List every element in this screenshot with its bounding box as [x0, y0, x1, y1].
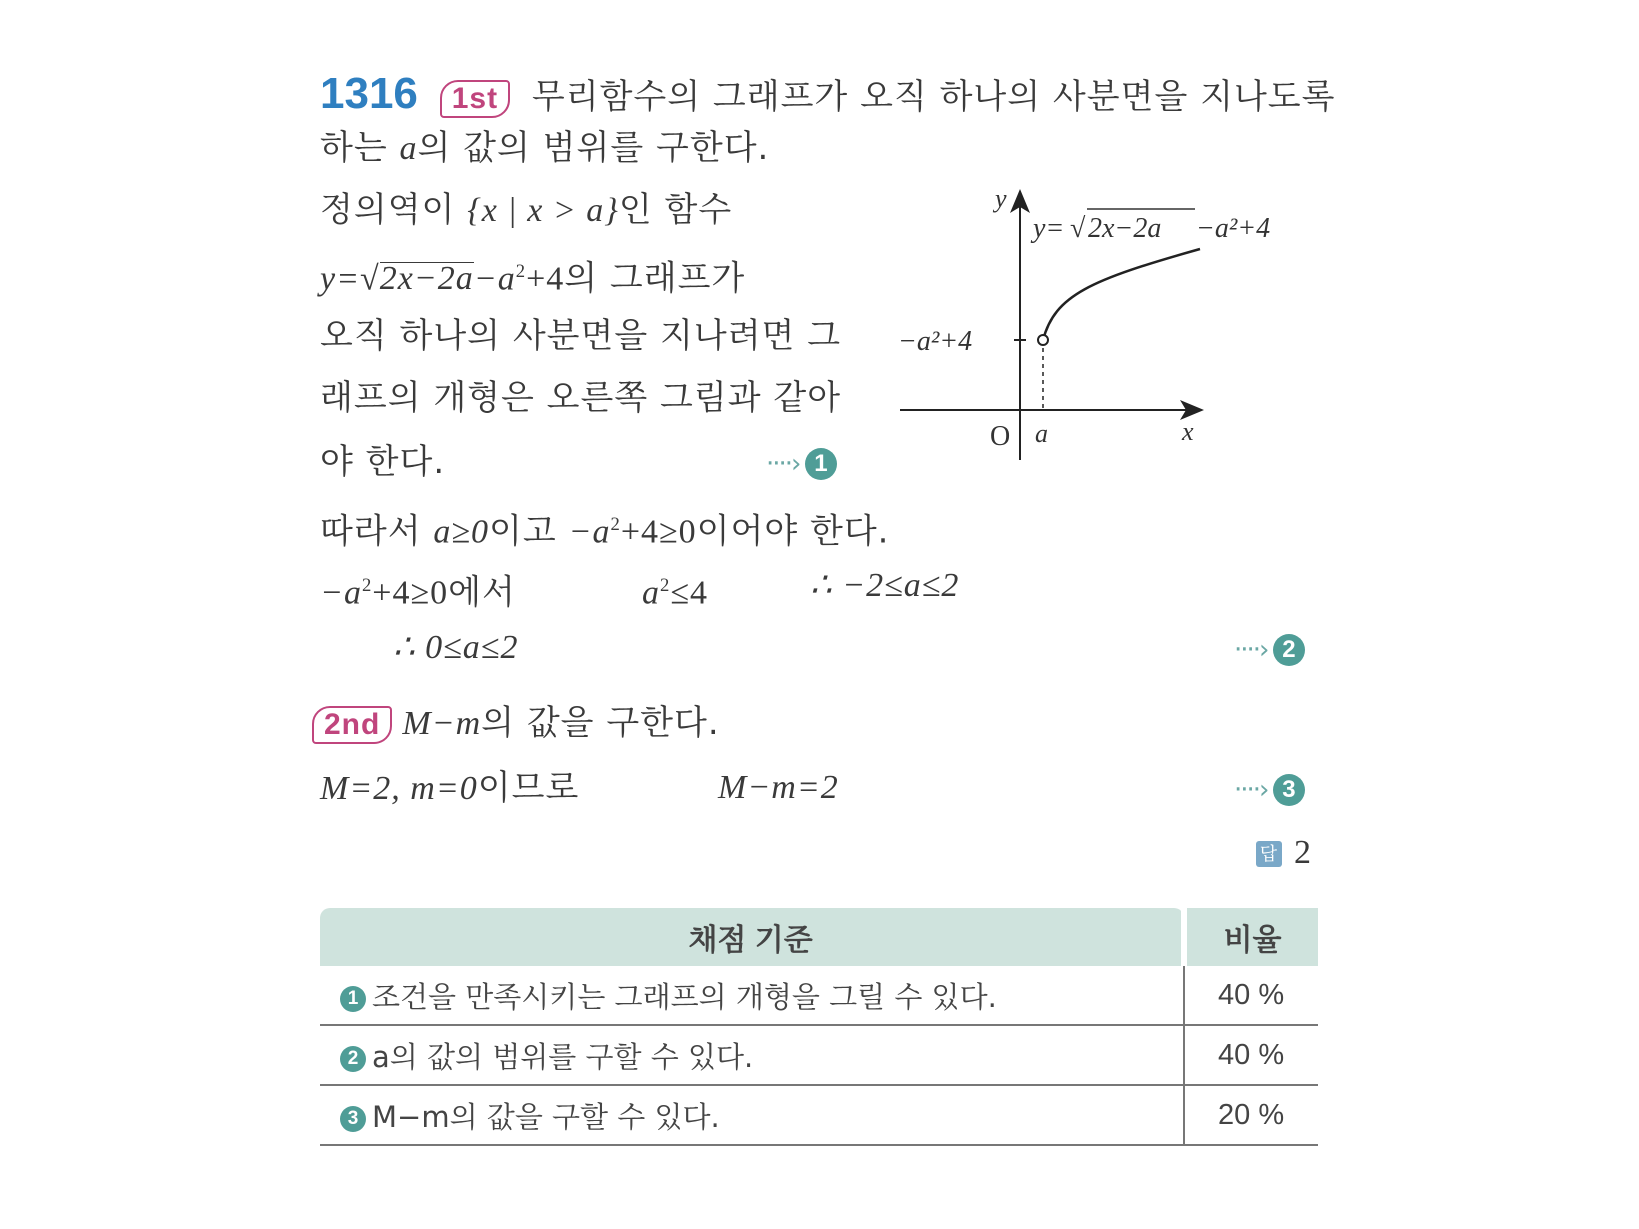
- marker-circle-1: 1: [805, 448, 837, 480]
- inequality-result: ∴ −2≤a≤2: [810, 567, 960, 604]
- sqrt-curve: [1043, 249, 1200, 340]
- func-rest: −a: [473, 260, 516, 298]
- range-result: ∴ 0≤a≤2: [393, 629, 519, 666]
- step-marker-3: [1234, 768, 1305, 810]
- step2-var: M−m: [402, 705, 482, 742]
- criterion-cell: [320, 1025, 1184, 1085]
- line6-exp: 2: [610, 514, 621, 535]
- answer-icon: 답: [1256, 841, 1282, 867]
- line9-a: M=2, m=0: [320, 770, 478, 807]
- step1-title: 무리함수의 그래프가 오직 하나의 사분면을 지나도록: [531, 77, 1336, 117]
- para1-line5: 야 한다.: [320, 442, 446, 482]
- step1-tag: 1st: [440, 80, 510, 118]
- criterion-text: a의 값의 범위를 구할 수 있다.: [372, 1039, 754, 1074]
- line6-cond2a: −a: [568, 513, 611, 551]
- inequality-line-b: [642, 566, 708, 613]
- para1-l2-kor: 의 그래프가: [564, 258, 746, 299]
- condition-line: [320, 505, 890, 552]
- line7-b: +4≥0: [372, 574, 449, 612]
- line7-d: ≤4: [670, 574, 709, 612]
- a-label: a: [1035, 419, 1048, 448]
- curve-label-sqrt: 2x−2a: [1088, 213, 1162, 244]
- x-axis-label: x: [1182, 417, 1194, 446]
- line6-a: 따라서: [320, 511, 434, 552]
- curve-label-root: √: [1070, 213, 1086, 244]
- step2-tag: 2nd: [312, 706, 392, 744]
- step-marker-1: [766, 442, 837, 484]
- line6-cond2b: +4≥0: [620, 513, 697, 551]
- line7-exp: 2: [361, 575, 373, 596]
- ratio-cell: 40 %: [1184, 966, 1318, 1025]
- inequality-line-a: [320, 566, 516, 613]
- criterion-cell: [320, 966, 1184, 1025]
- y-intercept-label: −a²+4: [898, 326, 973, 357]
- line7-kor: 에서: [448, 572, 516, 613]
- line7-c: a: [642, 574, 660, 612]
- criterion-text: 조건을 만족시키는 그래프의 개형을 그릴 수 있다.: [372, 979, 997, 1014]
- ratio-cell: 40 %: [1184, 1025, 1318, 1085]
- domain-set: {x | x > a}: [467, 192, 619, 229]
- curve-label-y: y=: [1033, 213, 1065, 244]
- para1-line2: $y=√2x-2a-a^2+4$의 그래프가: [320, 258, 746, 299]
- criterion-text: M−m의 값을 구할 수 있다.: [372, 1099, 720, 1134]
- step1-text-b1: 하는: [320, 128, 388, 168]
- para1-l1-b: 인 함수: [618, 190, 733, 230]
- values-line: [320, 768, 579, 809]
- func-sqrt: 2x−2a: [379, 260, 474, 298]
- marker-arrow-3: ····›: [1234, 774, 1268, 805]
- row-marker-1: 1: [340, 986, 366, 1012]
- origin-label: O: [990, 421, 1011, 452]
- difference-result: M−m=2: [718, 769, 839, 806]
- open-point: [1038, 335, 1048, 345]
- marker-circle-3: 3: [1273, 774, 1305, 806]
- problem-header: [320, 70, 1335, 118]
- problem-number: 1316: [320, 69, 418, 118]
- line6-cond1: a≥0: [433, 513, 490, 551]
- para1-line1: [320, 190, 732, 231]
- step2-header: [312, 703, 720, 744]
- marker-arrow: ····›: [766, 448, 800, 479]
- criterion-cell: [320, 1085, 1184, 1145]
- row-marker-2: 2: [340, 1046, 366, 1072]
- step2-text: 의 값을 구한다.: [481, 703, 720, 743]
- step1-text-b2: 의 값의 범위를 구한다.: [417, 128, 770, 168]
- header-ratio: 비율: [1184, 908, 1318, 966]
- line9-kor: 이므로: [477, 768, 580, 808]
- curve-label-tail: −a²+4: [1196, 213, 1271, 244]
- func-tail: +4: [526, 260, 565, 298]
- func-exp: 2: [515, 261, 527, 282]
- marker-arrow-2: ····›: [1234, 634, 1268, 665]
- answer-value: 2: [1294, 834, 1312, 871]
- table-row: [320, 1085, 1318, 1145]
- step-marker-2: [1234, 628, 1305, 670]
- para1-line4: 래프의 개형은 오른쪽 그림과 같아: [320, 378, 842, 418]
- header-criterion: 채점 기준: [320, 908, 1184, 966]
- table-row: [320, 966, 1318, 1025]
- y-axis-label: y: [995, 185, 1007, 213]
- table-row: [320, 1025, 1318, 1085]
- line7-a: −a: [320, 574, 362, 612]
- func-y: y=: [320, 260, 361, 298]
- function-graph: [890, 185, 1330, 470]
- ratio-cell: 20 %: [1184, 1085, 1318, 1145]
- step1-var: a: [399, 130, 418, 167]
- line6-b: 이고: [489, 511, 569, 552]
- step1-title-cont: [320, 128, 769, 169]
- answer: [1256, 832, 1312, 873]
- table-header-row: [320, 908, 1318, 966]
- row-marker-3: 3: [340, 1106, 366, 1132]
- marker-circle-2: 2: [1273, 634, 1305, 666]
- para1-l1-a: 정의역이: [320, 190, 468, 230]
- line7-exp2: 2: [660, 575, 671, 596]
- para1-line3: 오직 하나의 사분면을 지나려면 그: [320, 316, 842, 356]
- line6-c: 이어야 한다.: [696, 511, 890, 552]
- grading-criteria-table: [320, 908, 1318, 1146]
